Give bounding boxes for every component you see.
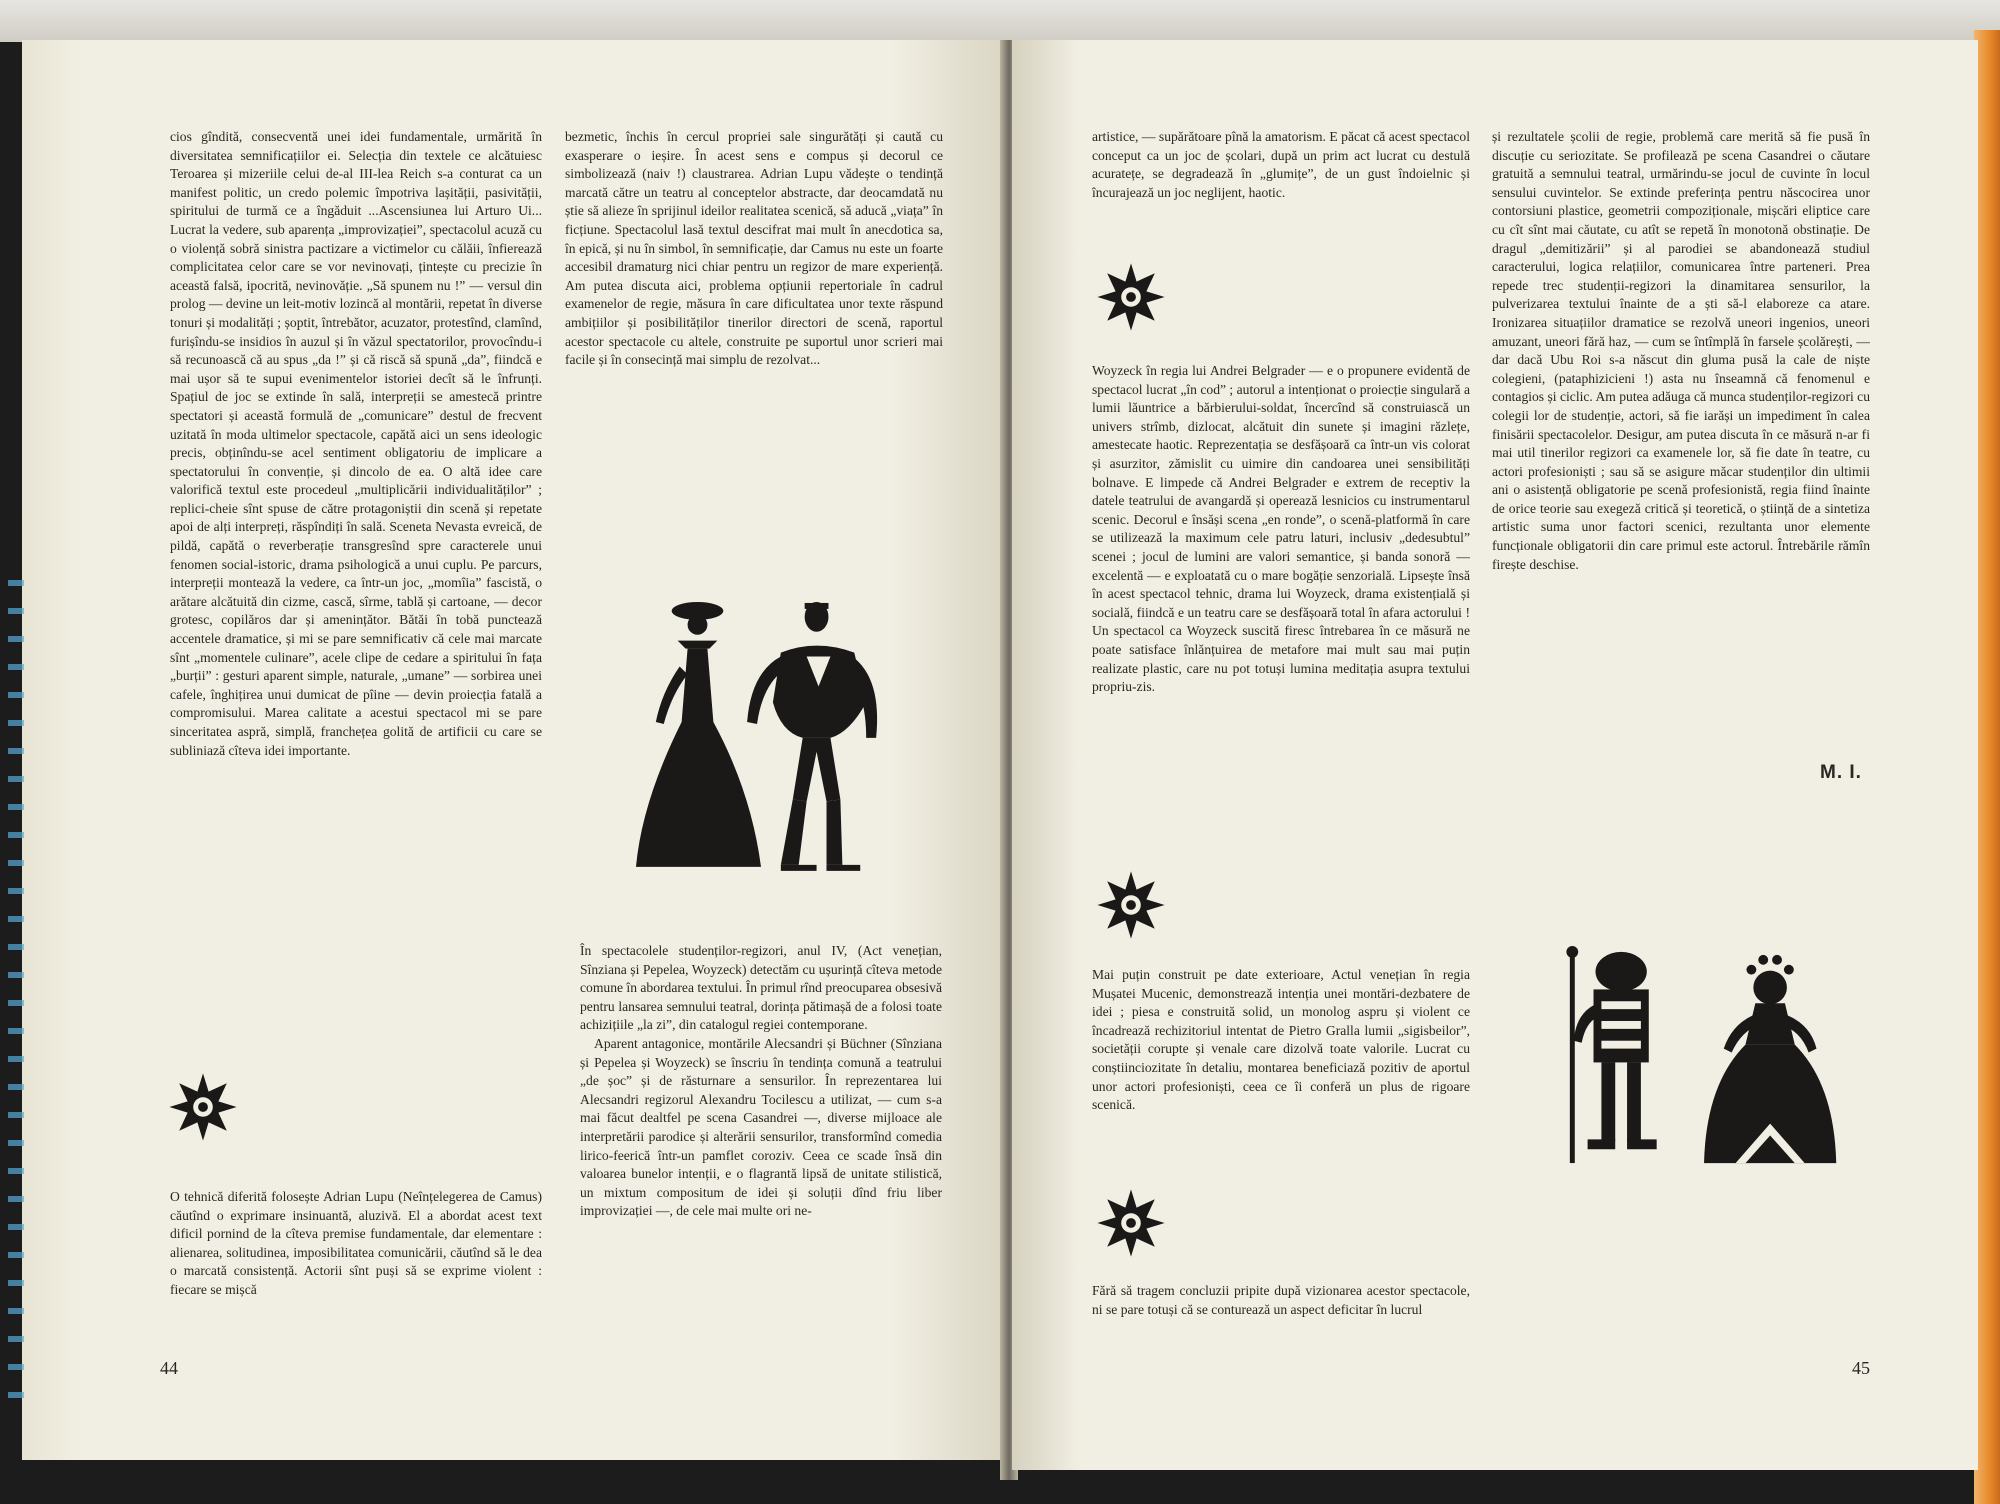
paragraph: O tehnică diferită folosește Adrian Lupu (Neînțelegerea de Camus) căutînd o exprimare insinuantă, aluzivă. El a abordat acest text dificil pornind de la cîteva premise fundamentale, dar elementare : alienarea, solitudinea, imposibilitatea comunicării, căutînd să le dea o marcată consistență. Actorii sînt puși să se exprime violent : fiecare se mișcă: [170, 1189, 542, 1297]
scan-background-top: [0, 0, 2000, 42]
paragraph: bezmetic, închis în cercul propriei sale singurătăți și caută cu exasperare o ieșire. În acest sens e compus și decorul ce simbolizează (naiv !) claustrarea. Adrian Lupu vădește o tendință marcată către un teatru al conceptelor abstracte, dar deocamdată nu știe să alieze în sprijinul ideilor realitatea scenică, să aducă „viața” în ficțiune. Spectacolul lasă textul descifrat mai mult în anecdotica sa, în epică, și nu în simbol, în semnificație, dar Camus nu este un foarte accesibil dramaturg nici chiar pentru un regizor de mare experiență. Am putea discuta aici, problema opțiunii repertoriale în cadrul examenelor de regie, măsura în care dificultatea unor texte răspund ambițiilor și posibilităților tinerilor directori de scenă, raportul acestor spectacole cu altele, construite pe suportul unor scrieri mai facile și în consecință mai simplu de rezolvat...: [565, 129, 943, 368]
paragraph: Aparent antagonice, montările Alecsandri și Büchner (Sînziana și Pepelea și Woyzeck) se înscriu în tendința comună a teatrului „de șoc” și de răsturnare a sensurilor. În reprezentarea lui Alecsandri regizorul Alexandru Tocilescu a utilizat, — cum s-a mai făcut dealtfel pe scena Casandrei —, diverse mijloace ale interpretării parodice și alterării sensurilor, transformînd comedia lirico-feerică într-un pamflet coroziv. Ceea ce scade însă din valoarea bunelor intenții, e o flagrantă lipsă de unitate stilistică, un mixtum compositum de idei și soluții dînd friu liber improvizației —, de cele mai multe ori ne-: [580, 1035, 942, 1219]
paragraph: Fără să tragem concluzii pripite după vizionarea acestor spectacole, ni se pare totuși că se conturează un aspect deficitar în lucrul: [1092, 1283, 1470, 1317]
left-col2-top: [565, 128, 943, 498]
left-col2-bottom: [580, 942, 942, 1342]
star-ornament-icon: [168, 1072, 238, 1142]
author-signature: M. I.: [1820, 762, 1862, 783]
star-ornament-icon: [1096, 1188, 1166, 1258]
right-col3-d: [1092, 1282, 1470, 1352]
paragraph: În spectacolele studenților-regizori, anul IV, (Act venețian, Sînziana și Pepelea, Woyzeck) detectăm cu ușurință cîteva metode comune în abordarea textului. În primul rînd preocuparea obsesivă pentru lansarea semnului teatral, dorința pătimașă de a folosi toate achizițiile „la zi”, din catalogul regiei contemporane.: [580, 943, 942, 1033]
paragraph: Woyzeck în regia lui Andrei Belgrader — e o propunere evidentă de spectacol lucrat „în cod” ; autorul a intenționat o proiecție singulară a lumii lăuntrice a bărbierului-soldat, încercînd să construiască un univers strîmb, dizlocat, alcătuit din sunete și imagini răzlețe, amestecate haotic. Reprezentația se desfășoară ca într-un vis colorat și asurzitor, zămislit cu uimire din candoarea unei sensibilități bolnave. E limpede că Andrei Belgrader e extrem de receptiv la datele teatrului de avangardă și operează lesnicios cu instrumentarul scenic. Decorul e însăși scena „en ronde”, o scenă-platformă în care se utilizează la maximum cele patru laturi, inclusiv „dedesubtul” scenei ; jocul de lumini are valori semantice, și banda sonoră — excelentă — e exploatată cu o mare bogăție senzorială. Lipsește însă în acest spectacol tehnic, drama lui Woyzeck, drama existențială și socială, fiindcă e un teatru care se desfășoară total în afara actorului ! Un spectacol ca Woyzeck suscită firesc întrebarea în ce măsură ne poate satisface înlănțuirea de metafore mai mult sau mai puțin realizate plastic, care nu pot totuși lumina meditația asupra textului propriu-zis.: [1092, 363, 1470, 695]
star-ornament-icon: [1096, 262, 1166, 332]
figures-silhouette-illustration: [1558, 946, 1854, 1168]
page-number-right: 45: [1852, 1358, 1870, 1378]
page-number-left: 44: [160, 1358, 178, 1378]
paragraph: artistice, — supărătoare pînă la amatorism. E păcat că acest spectacol conceput ca un joc de școlari, după un prim act lucrat cu destulă acuratețe, se degradează în „glumițe”, de un gust îndoielnic și încurajează un joc neglijent, haotic.: [1092, 129, 1470, 200]
right-col4: [1492, 128, 1870, 738]
paragraph: cios gîndită, consecventă unei idei fundamentale, urmărită în diversitatea semnificațiilor ei. Selecția din textele ce alcătuiesc Teroarea și mizeriile celui de-al III-lea Reich s-a conturat ca un manifest politic, un credo polemic împotriva lașității, pasivității, spiritului de turmă ce a îngăduit ...Ascensiunea lui Arturo Ui... Lucrat la vedere, sub aparența „improvizației”, spectacolul acuză cu o violență sobră sinistra pactizare a victimelor cu călăii, înfierează complicitatea celor care se vor nevinovați, țintește cu precizie în această falsă, ipocrită, nevinovăție. „Să spunem nu !” — versul din prolog — devine un leit-motiv lozincă al montării, repetat în diverse tonuri și modalități ; șoptit, întrebător, acuzator, protestînd, clamînd, furișîndu-se insidios în auzul și în văzul spectatorilor, provocîndu-i să recunoască că au spus „da !” și că riscă să spună „da”, fiindcă e mai ușor să te supui evenimentelor istoriei decît să le înfrunți. Spațiul de joc se extinde în sală, interpreții se amestecă printre spectatori și această formulă de „comunicare” destul de frecvent uzitată în moda ultimelor spectacole, capătă aici un sens ideologic precis, obținîndu-se acel sentiment obligatoriu de implicare a spectatorului în convenție, și dincolo de ea. O altă idee care valorifică textul este procedeul „multiplicării individualităților” ; replici-cheie sînt spuse de către protagoniștii din scenă și repetate apoi de alți interpreți, răspîndiți în sală. Sceneta Nevasta evreică, de pildă, capătă o reverberație transgresînd spre caracterele unui fenomen social-istoric, drama psihologică a unui cuplu. Pe parcurs, interpreții montează la vedere, ca într-un joc, „momîia” fascistă, o arătare alcătuită din cizme, cască, sîrme, tablă și cartoane, — decor grotesc, copilăros dar și amenințător. Bătăi în tobă punctează accentele dramatice, și mi se pare semnificativ că cele mai marcate sînt „momentele culinare”, acele clipe de cedare a spiritului în fața „burții” : gesturi aparent simple, naturale, „umane” — sorbirea unei cafele, înghițirea unui dumicat de pîine — devin proiecția fatală a compromisului. Marea calitate a acestui spectacol mi se pare sinceritatea aspră, simplă, franchețea golită de artificii cu care se subliniază cîteva idei importante.: [170, 129, 542, 758]
left-col1-bottom: [170, 1188, 542, 1388]
couple-silhouette-illustration: [632, 582, 890, 872]
star-ornament-icon: [1096, 870, 1166, 940]
right-col3-c: [1092, 966, 1470, 1164]
right-col3-a: [1092, 128, 1470, 238]
left-col1-top: [170, 128, 542, 1028]
page-edge-markers: [8, 580, 24, 1420]
paragraph: și rezultatele școlii de regie, problemă care merită să fie pusă în discuție cu seriozitate. Se profilează pe scena Casandrei o căutare gratuită a semnului teatral, urmărindu-se jocul de cuvinte în locul sensului cuvintelor. Se extinde preferința pentru născocirea unor contorsiuni plastice, geometrii compoziționale, mișcări eliptice care cu cît sînt mai căutate, cu atît se repetă în monotonă obstinație. De dragul „demitizării” și al parodiei se abandonează studiul caracterului, logica relațiilor, comunicarea între parteneri. Prea repede trec studenții-regizori la dinamitarea sensurilor, la pulverizarea textului înainte de a ști să-l elaboreze ca atare. Ironizarea situațiilor dramatice se rezolvă uneori ingenios, uneori amuzant, uneori fără haz, — cum se întîmplă în farsele școlărești, — dar dacă Ubu Roi s-a născut din gluma pusă la cale de niște colegieni, (pataphizicieni !) asta nu înseamnă că fenomenul e contagios și ciclic. Am putea adăuga că munca studenților-regizori cu colegii lor de studenție, actori, să fie iarăși un impediment în calea finisării spectacolelor. Desigur, am putea discuta în ce măsură n-ar fi mai util tinerilor regizori ca examenele lor, să fie date în teatre, cu actori profesioniști ; sau să se asigure măcar studenților din ultimii ani o asistență obligatorie pe scenă profesionistă, regia fiind înainte de orice teorie sau exegeză critică și teoretică, o știință de a sintetiza artistic suma unor factori scenici, rezultanta unor elemente funcționale obligatorii din care primul este actorul. Întrebările rămîn firește deschise.: [1492, 129, 1870, 572]
right-col3-b: [1092, 362, 1470, 832]
paragraph: Mai puțin construit pe date exterioare, Actul venețian în regia Mușatei Mucenic, demonstrează intenția unei montări-dezbatere de idei ; piesa e construită solid, un monolog aspru și violent ce încadrează rechizitoriul intentat de Pietro Gralla lumii „sigisbeilor”, societății corupte și venale care dizolvă toate valorile. Lucrat cu conștiinciozitate în detaliu, montarea beneficiază pozitiv de aportul unor actori profesioniști, ceea ce îi conferă un plus de rigoare scenică.: [1092, 967, 1470, 1113]
